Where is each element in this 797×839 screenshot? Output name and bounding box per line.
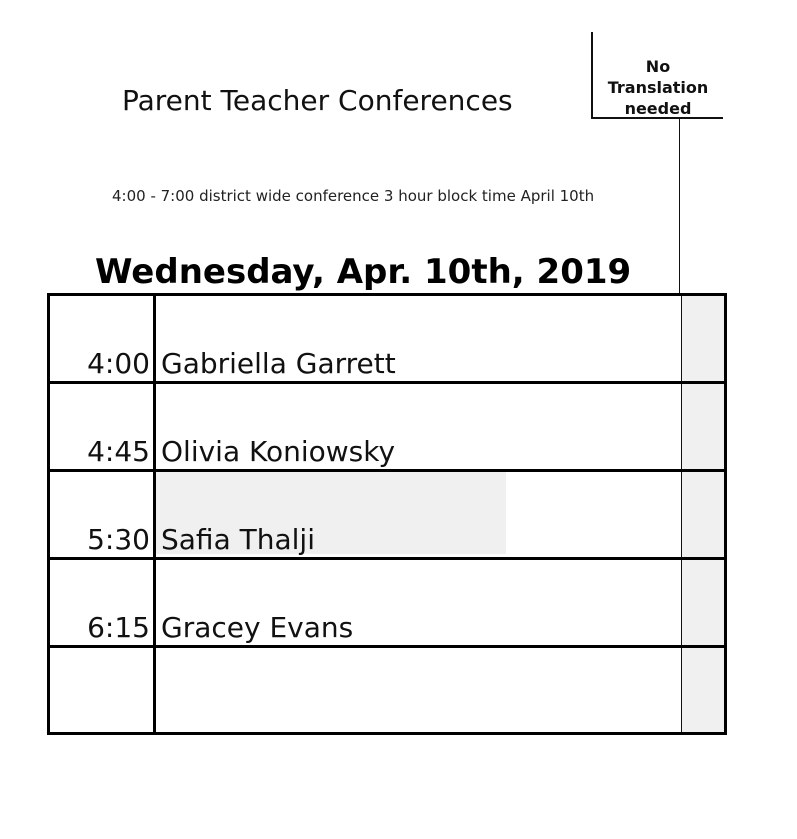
time-slot: 4:45 — [87, 435, 150, 468]
student-name: Gabriella Garrett — [161, 347, 396, 380]
page-title: Parent Teacher Conferences — [122, 84, 513, 117]
translation-column-header — [591, 32, 723, 119]
table-row — [50, 560, 724, 648]
table-row — [50, 384, 724, 472]
student-name: Safia Thalji — [161, 523, 315, 556]
conference-subtitle: 4:00 - 7:00 district wide conference 3 hour block time April 10th — [112, 187, 595, 205]
time-column-divider — [153, 648, 156, 732]
translation-cell — [681, 472, 724, 557]
time-slot: 4:00 — [87, 347, 150, 380]
date-heading: Wednesday, Apr. 10th, 2019 — [95, 252, 632, 292]
translation-label: No Translation needed — [607, 57, 709, 118]
translation-cell — [681, 560, 724, 645]
translation-cell — [681, 384, 724, 469]
translation-column-divider — [679, 119, 680, 295]
translation-cell — [681, 648, 724, 732]
schedule-table — [47, 293, 727, 735]
time-slot: 6:15 — [87, 611, 150, 644]
time-column-divider — [153, 384, 156, 469]
time-slot: 5:30 — [87, 523, 150, 556]
table-row — [50, 296, 724, 384]
table-row — [50, 472, 724, 560]
student-name: Gracey Evans — [161, 611, 354, 644]
time-column-divider — [153, 560, 156, 645]
time-column-divider — [153, 296, 156, 381]
translation-cell — [681, 296, 724, 381]
student-name: Olivia Koniowsky — [161, 435, 396, 468]
table-row — [50, 648, 724, 732]
